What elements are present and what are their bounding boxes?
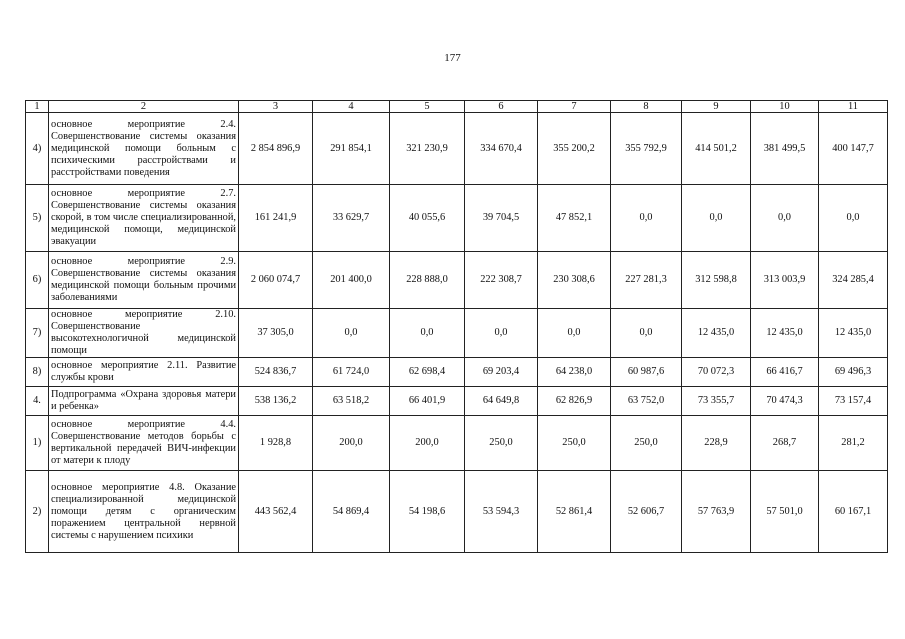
table-cell-value: 61 724,0 — [313, 358, 390, 387]
table-cell-value: 414 501,2 — [682, 113, 751, 185]
table-cell-value: 73 157,4 — [819, 387, 888, 416]
table-cell-value: 60 987,6 — [611, 358, 682, 387]
table-cell-value: 268,7 — [751, 416, 819, 471]
table-cell-value: 66 416,7 — [751, 358, 819, 387]
table-cell-value: 70 072,3 — [682, 358, 751, 387]
page-number: 177 — [444, 52, 461, 64]
column-header: 9 — [682, 101, 751, 113]
table-cell-value: 524 836,7 — [239, 358, 313, 387]
table-row — [26, 252, 888, 309]
table-cell-value: 57 501,0 — [751, 471, 819, 553]
table-cell-value: 70 474,3 — [751, 387, 819, 416]
table-cell-value: 200,0 — [390, 416, 465, 471]
table-cell-value: 12 435,0 — [682, 309, 751, 358]
table-cell-value: 161 241,9 — [239, 185, 313, 252]
table-cell-value: 73 355,7 — [682, 387, 751, 416]
table-cell-value: 0,0 — [538, 309, 611, 358]
table-cell-value: 39 704,5 — [465, 185, 538, 252]
row-description: основное мероприятие 2.9. Совершенствование системы оказания медицинской помощи больным прочими заболеваниями — [49, 252, 239, 309]
table-cell-value: 250,0 — [465, 416, 538, 471]
table-cell-value: 2 060 074,7 — [239, 252, 313, 309]
column-header: 3 — [239, 101, 313, 113]
row-index: 6) — [26, 252, 49, 309]
table-cell-value: 63 518,2 — [313, 387, 390, 416]
table-cell-value: 40 055,6 — [390, 185, 465, 252]
row-index: 8) — [26, 358, 49, 387]
header-row — [26, 101, 888, 113]
table-cell-value: 12 435,0 — [819, 309, 888, 358]
row-index: 2) — [26, 471, 49, 553]
table-cell-value: 0,0 — [751, 185, 819, 252]
table-cell-value: 400 147,7 — [819, 113, 888, 185]
table-cell-value: 0,0 — [819, 185, 888, 252]
table-cell-value: 63 752,0 — [611, 387, 682, 416]
table-cell-value: 52 606,7 — [611, 471, 682, 553]
table-cell-value: 69 203,4 — [465, 358, 538, 387]
table-cell-value: 52 861,4 — [538, 471, 611, 553]
table-cell-value: 313 003,9 — [751, 252, 819, 309]
row-description: основное мероприятие 2.10. Совершенствование высокотехнологичной медицинской помощи — [49, 309, 239, 358]
table-row — [26, 185, 888, 252]
table-cell-value: 62 826,9 — [538, 387, 611, 416]
row-description: основное мероприятие 4.4. Совершенствование методов борьбы с вертикальной передачей ВИЧ-инфекции от матери к плоду — [49, 416, 239, 471]
table-cell-value: 321 230,9 — [390, 113, 465, 185]
row-index: 4. — [26, 387, 49, 416]
table-cell-value: 230 308,6 — [538, 252, 611, 309]
table-cell-value: 228,9 — [682, 416, 751, 471]
table-cell-value: 1 928,8 — [239, 416, 313, 471]
table-cell-value: 37 305,0 — [239, 309, 313, 358]
table-cell-value: 355 792,9 — [611, 113, 682, 185]
column-header: 8 — [611, 101, 682, 113]
table-cell-value: 291 854,1 — [313, 113, 390, 185]
table-row — [26, 416, 888, 471]
table-cell-value: 57 763,9 — [682, 471, 751, 553]
table-cell-value: 222 308,7 — [465, 252, 538, 309]
table-row — [26, 358, 888, 387]
table-cell-value: 0,0 — [390, 309, 465, 358]
table-cell-value: 2 854 896,9 — [239, 113, 313, 185]
table-cell-value: 64 238,0 — [538, 358, 611, 387]
table-cell-value: 381 499,5 — [751, 113, 819, 185]
row-description: основное мероприятие 2.7. Совершенствование системы оказания скорой, в том числе специализированной, медицинской помощи, медицинской эвакуации — [49, 185, 239, 252]
column-header: 1 — [26, 101, 49, 113]
table-cell-value: 201 400,0 — [313, 252, 390, 309]
table-cell-value: 200,0 — [313, 416, 390, 471]
table-cell-value: 62 698,4 — [390, 358, 465, 387]
table-cell-value: 54 869,4 — [313, 471, 390, 553]
row-description: основное мероприятие 2.4. Совершенствование системы оказания медицинской помощи больным с психическими расстройствами и расстройствами поведения — [49, 113, 239, 185]
table-cell-value: 0,0 — [313, 309, 390, 358]
row-description: Подпрограмма «Охрана здоровья матери и ребенка» — [49, 387, 239, 416]
column-header: 11 — [819, 101, 888, 113]
table-cell-value: 334 670,4 — [465, 113, 538, 185]
row-index: 7) — [26, 309, 49, 358]
table-cell-value: 228 888,0 — [390, 252, 465, 309]
row-description: основное мероприятие 2.11. Развитие службы крови — [49, 358, 239, 387]
table-cell-value: 69 496,3 — [819, 358, 888, 387]
table-row — [26, 309, 888, 358]
table-cell-value: 53 594,3 — [465, 471, 538, 553]
column-header: 6 — [465, 101, 538, 113]
column-header: 7 — [538, 101, 611, 113]
row-index: 5) — [26, 185, 49, 252]
row-index: 4) — [26, 113, 49, 185]
table-row — [26, 471, 888, 553]
table-cell-value: 0,0 — [682, 185, 751, 252]
table-cell-value: 227 281,3 — [611, 252, 682, 309]
row-index: 1) — [26, 416, 49, 471]
table-cell-value: 64 649,8 — [465, 387, 538, 416]
table-cell-value: 312 598,8 — [682, 252, 751, 309]
table-row — [26, 113, 888, 185]
table-cell-value: 0,0 — [611, 185, 682, 252]
table-cell-value: 66 401,9 — [390, 387, 465, 416]
table-cell-value: 538 136,2 — [239, 387, 313, 416]
table-cell-value: 0,0 — [611, 309, 682, 358]
table-cell-value: 250,0 — [538, 416, 611, 471]
table-cell-value: 12 435,0 — [751, 309, 819, 358]
table-cell-value: 355 200,2 — [538, 113, 611, 185]
table-cell-value: 0,0 — [465, 309, 538, 358]
table-cell-value: 33 629,7 — [313, 185, 390, 252]
column-header: 5 — [390, 101, 465, 113]
table-cell-value: 54 198,6 — [390, 471, 465, 553]
table-cell-value: 281,2 — [819, 416, 888, 471]
row-description: основное мероприятие 4.8. Оказание специализированной медицинской помощи детям с органическим поражением центральной нервной системы с нарушением психики — [49, 471, 239, 553]
table-cell-value: 47 852,1 — [538, 185, 611, 252]
budget-table — [25, 100, 888, 553]
column-header: 4 — [313, 101, 390, 113]
column-header: 10 — [751, 101, 819, 113]
table-cell-value: 324 285,4 — [819, 252, 888, 309]
column-header: 2 — [49, 101, 239, 113]
table-cell-value: 443 562,4 — [239, 471, 313, 553]
table-cell-value: 60 167,1 — [819, 471, 888, 553]
table-body — [26, 101, 888, 553]
table-cell-value: 250,0 — [611, 416, 682, 471]
table-row — [26, 387, 888, 416]
